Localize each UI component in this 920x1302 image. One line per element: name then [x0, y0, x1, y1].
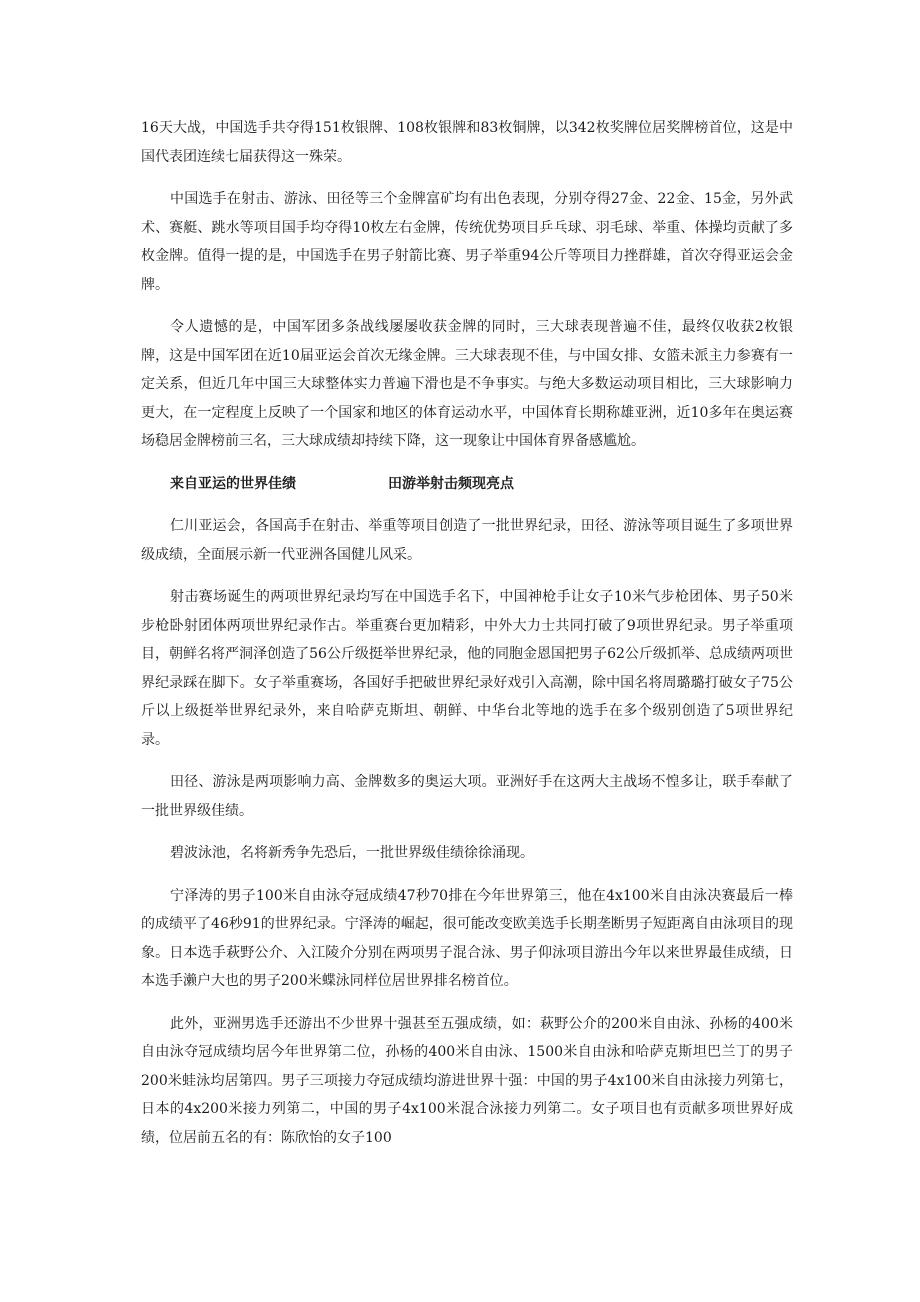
- paragraph-top-ten: 此外，亚洲男选手还游出不少世界十强甚至五强成绩，如：萩野公介的200米自由泳、孙杨的400米自由泳夺冠成绩均居今年世界第二位，孙杨的400米自由泳、1500米自由泳和哈萨克斯坦巴兰丁的男子200米蛙泳均居第四。男子三项接力夺冠成绩均游进世界十强：中国的男子4x100米自由泳接力列第七，日本的4x200米接力列第二，中国的男子4x100米混合泳接力列第二。女子项目也有贡献多项世界好成绩，位居前五名的有：陈欣怡的女子100: [141, 1015, 793, 1146]
- section-heading: [141, 470, 793, 499]
- article-body: [141, 114, 793, 1166]
- paragraph-ning-zetao: 宁泽涛的男子100米自由泳夺冠成绩47秒70排在今年世界第三，他在4x100米自由泳决赛最后一棒的成绩平了46秒91的世界纪录。宁泽涛的崛起，很可能改变欧美选手长期垄断男子短距离自由泳项目的现象。日本选手萩野公介、入江陵介分别在两项男子混合泳、男子仰泳项目游出今年以来世界最佳成绩，日本选手濑户大也的男子200米蝶泳同样位居世界排名榜首位。: [141, 887, 793, 989]
- section-heading-right: 田游举射击频现亮点: [388, 475, 514, 492]
- paragraph-medal-summary: 16天大战，中国选手共夺得151枚银牌、108枚银牌和83枚铜牌，以342枚奖牌位居奖牌榜首位，这是中国代表团连续七届获得这一殊荣。: [141, 120, 793, 165]
- paragraph-incheon: 仁川亚运会，各国高手在射击、举重等项目创造了一批世界纪录，田径、游泳等项目诞生了多项世界级成绩，全面展示新一代亚洲各国健儿风采。: [141, 518, 793, 563]
- paragraph-gold-mines: 中国选手在射击、游泳、田径等三个金牌富矿均有出色表现，分别夺得27金、22金、15金，另外武术、赛艇、跳水等项目国手均夺得10枚左右金牌，传统优势项目乒乓球、羽毛球、举重、体操均贡献了多枚金牌。值得一提的是，中国选手在男子射箭比赛、男子举重94公斤等项目力挫群雄，首次夺得亚运会金牌。: [141, 191, 793, 293]
- paragraph-shooting-weightlifting: 射击赛场诞生的两项世界纪录均写在中国选手名下，中国神枪手让女子10米气步枪团体、男子50米步枪卧射团体两项世界纪录作古。举重赛台更加精彩，中外大力士共同打破了9项世界纪录。男子举重项目，朝鲜名将严洞泽创造了56公斤级挺举世界纪录，他的同胞金恩国把男子62公斤级抓举、总成绩两项世界纪录踩在脚下。女子举重赛场，各国好手把破世界纪录好戏引入高潮，除中国名将周璐璐打破女子75公斤以上级挺举世界纪录外，来自哈萨克斯坦、朝鲜、中华台北等地的选手在多个级别创造了5项世界纪录。: [141, 589, 793, 748]
- paragraph-pool: 碧波泳池，名将新秀争先恐后，一批世界级佳绩徐徐涌现。: [170, 845, 534, 861]
- section-heading-left: 来自亚运的世界佳绩: [170, 475, 296, 492]
- paragraph-athletics-swimming: 田径、游泳是两项影响力高、金牌数多的奥运大项。亚洲好手在这两大主战场不惶多让，联手奉献了一批世界级佳绩。: [141, 774, 793, 819]
- paragraph-three-balls: 令人遗憾的是，中国军团多条战线屡屡收获金牌的同时，三大球表现普遍不佳，最终仅收获2枚银牌，这是中国军团在近10届亚运会首次无缘金牌。三大球表现不佳，与中国女排、女篮未派主力参赛有一定关系，但近几年中国三大球整体实力普遍下滑也是不争事实。与绝大多数运动项目相比，三大球影响力更大，在一定程度上反映了一个国家和地区的体育运动水平，中国体育长期称雄亚洲，近10多年在奥运赛场稳居金牌榜前三名，三大球成绩却持续下降，这一现象让中国体育界备感尴尬。: [141, 319, 793, 449]
